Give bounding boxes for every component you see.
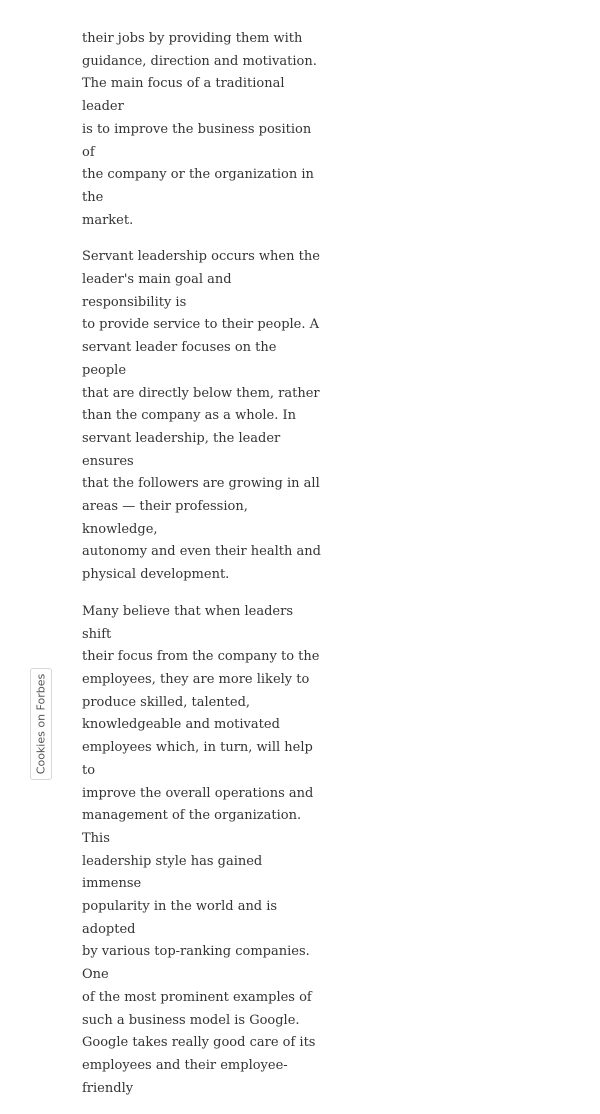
- text-line: Google takes really good care of its: [82, 1035, 316, 1051]
- text-line: than the company as a whole. In: [82, 408, 297, 424]
- text-line: employees which, in turn, will help to: [82, 740, 313, 778]
- text-line: their focus from the company to the: [82, 649, 320, 665]
- text-line: guidance, direction and motivation.: [82, 53, 317, 69]
- text-line: knowledgeable and motivated: [82, 717, 280, 733]
- text-line: by various top-ranking companies. One: [82, 944, 310, 983]
- text-line: such a business model is Google.: [82, 1012, 300, 1028]
- text-line: physical development.: [82, 567, 230, 583]
- text-line: The main focus of a traditional leader: [82, 76, 285, 115]
- text-line: that the followers are growing in all: [82, 476, 320, 492]
- paragraph-traditional-leader: [82, 28, 322, 232]
- text-line: their jobs by providing them with: [82, 31, 303, 46]
- text-line: the company or the organization in the: [82, 167, 314, 205]
- text-line: servant leader focuses on the people: [82, 340, 277, 378]
- text-line: Many believe that when leaders shift: [82, 603, 294, 642]
- cookies-on-forbes-button[interactable]: [30, 668, 52, 780]
- article-body: [82, 28, 322, 1114]
- text-line: autonomy and even their health and: [82, 544, 321, 560]
- text-line: produce skilled, talented,: [82, 694, 251, 710]
- text-line: popularity in the world and is adopted: [82, 899, 278, 937]
- text-line: management of the organization. This: [82, 808, 302, 846]
- text-line: employees and their employee-friendly: [82, 1057, 288, 1096]
- text-line: is to improve the business position of: [82, 121, 312, 160]
- text-line: that are directly below them, rather: [82, 385, 320, 401]
- paragraph-many-believe: [82, 601, 322, 1100]
- text-line: servant leadership, the leader ensures: [82, 430, 281, 469]
- text-line: leadership style has gained immense: [82, 853, 263, 892]
- text-line: to provide service to their people. A: [82, 317, 320, 333]
- text-line: employees, they are more likely to: [82, 671, 310, 687]
- cookies-on-forbes-label: Cookies on Forbes: [34, 673, 48, 775]
- text-line: improve the overall operations and: [82, 785, 314, 801]
- text-line: Servant leadership occurs when the: [82, 249, 320, 265]
- text-line: areas — their profession, knowledge,: [82, 499, 248, 537]
- paragraph-servant-leadership: [82, 246, 322, 587]
- text-line: of the most prominent examples of: [82, 989, 312, 1005]
- text-line: leader's main goal and responsibility is: [82, 272, 232, 310]
- text-line: market.: [82, 212, 134, 228]
